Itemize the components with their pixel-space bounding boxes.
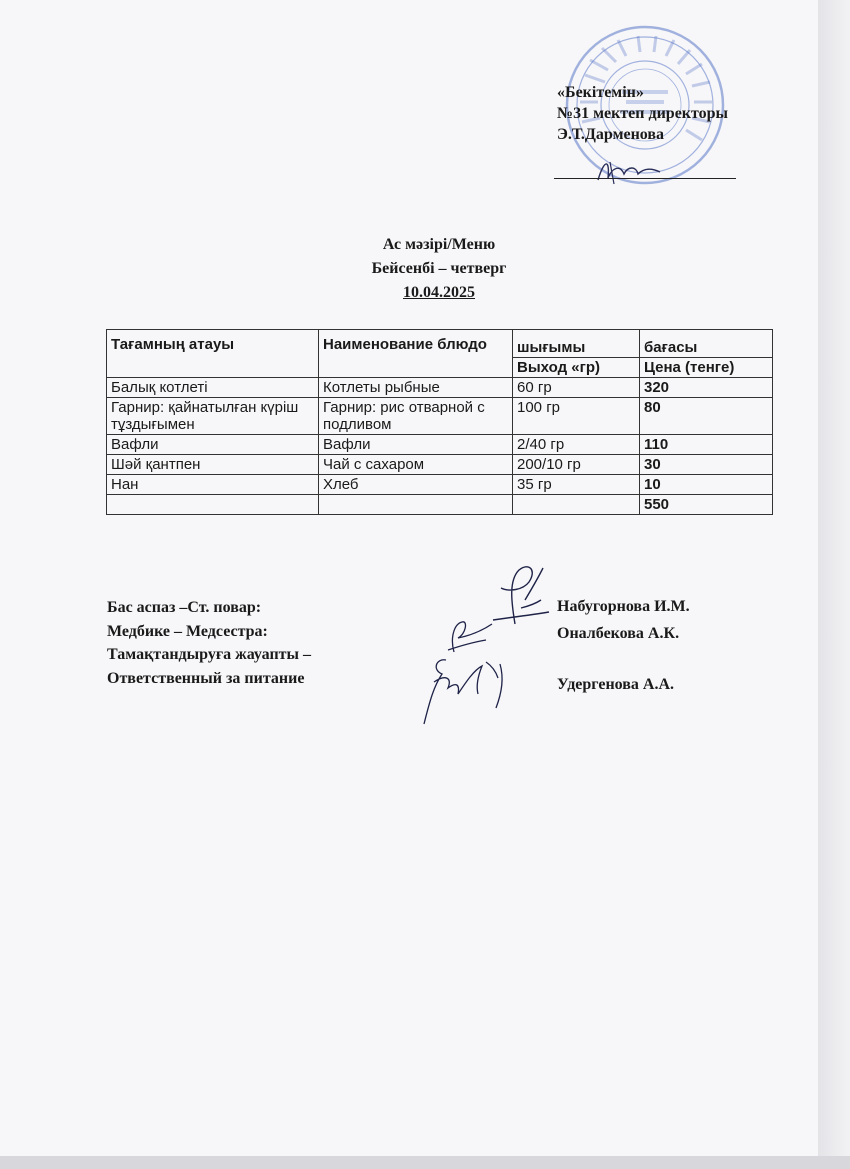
cell-price: 30: [640, 455, 773, 475]
cell-kz: Балық котлеті: [107, 378, 319, 398]
table-row: [107, 435, 773, 455]
cell-ru: Гарнир: рис отварной с подливом: [319, 398, 513, 435]
responsible-role-kz: Тамақтандыруға жауапты –: [107, 646, 312, 663]
nurse-role: Медбике – Медсестра:: [107, 622, 268, 640]
director-signature: [590, 150, 670, 190]
approval-heading: «Бекітемін»: [557, 84, 644, 101]
responsible-signature: [412, 652, 517, 727]
header-name-ru: Наименование блюдо: [319, 330, 513, 378]
table-row: [107, 475, 773, 495]
cell-output: 35 гр: [513, 475, 640, 495]
header-name-kz: Тағамның атауы: [107, 330, 319, 378]
cell-ru: Вафли: [319, 435, 513, 455]
cell-ru: Чай с сахаром: [319, 455, 513, 475]
scan-bottom-edge: [0, 1156, 850, 1169]
signature-line: [554, 178, 736, 179]
cell-empty: [513, 495, 640, 515]
table-total-row: [107, 495, 773, 515]
cell-empty: [107, 495, 319, 515]
cell-price: 320: [640, 378, 773, 398]
menu-table: [106, 329, 773, 515]
cell-empty: [319, 495, 513, 515]
cell-kz: Гарнир: қайнатылған күріш тұздығымен: [107, 398, 319, 435]
chef-role: Бас аспаз –Ст. повар:: [107, 599, 262, 616]
header-output-ru: Выход «гр): [513, 358, 640, 378]
approval-block: [557, 82, 728, 145]
cell-output: 2/40 гр: [513, 435, 640, 455]
menu-date: 10.04.2025: [403, 284, 475, 301]
table-row: [107, 398, 773, 435]
table-row: [107, 378, 773, 398]
responsible-role-ru: Ответственный за питание: [107, 669, 305, 687]
approval-director-name: Э.Т.Дарменова: [557, 126, 665, 143]
table-row: [107, 455, 773, 475]
header-price-ru: Цена (тенге): [640, 358, 773, 378]
cell-kz: Шәй қантпен: [107, 455, 319, 475]
cell-price: 10: [640, 475, 773, 495]
cell-output: 60 гр: [513, 378, 640, 398]
menu-title-line: Ас мәзірі/Меню: [382, 236, 496, 253]
header-output-kz: шығымы: [513, 330, 640, 358]
menu-day: Бейсенбі – четверг: [371, 260, 507, 277]
cell-output: 100 гр: [513, 398, 640, 435]
responsible-name: Удергенова А.А.: [557, 676, 675, 693]
menu-title: [0, 233, 818, 305]
nurse-signature: [440, 612, 500, 657]
cell-kz: Нан: [107, 475, 319, 495]
scan-edge: [818, 0, 850, 1169]
cell-total: 550: [640, 495, 773, 515]
nurse-name: Оналбекова А.К.: [557, 625, 680, 642]
table-header-row: [107, 330, 773, 358]
chef-name: Набугорнова И.М.: [557, 598, 690, 615]
approval-school: №31 мектеп директоры: [557, 105, 729, 122]
cell-ru: Котлеты рыбные: [319, 378, 513, 398]
cell-ru: Хлеб: [319, 475, 513, 495]
cell-output: 200/10 гр: [513, 455, 640, 475]
signature-roles: [107, 596, 311, 690]
cell-price: 110: [640, 435, 773, 455]
header-price-kz: бағасы: [640, 330, 773, 358]
cell-kz: Вафли: [107, 435, 319, 455]
cell-price: 80: [640, 398, 773, 435]
